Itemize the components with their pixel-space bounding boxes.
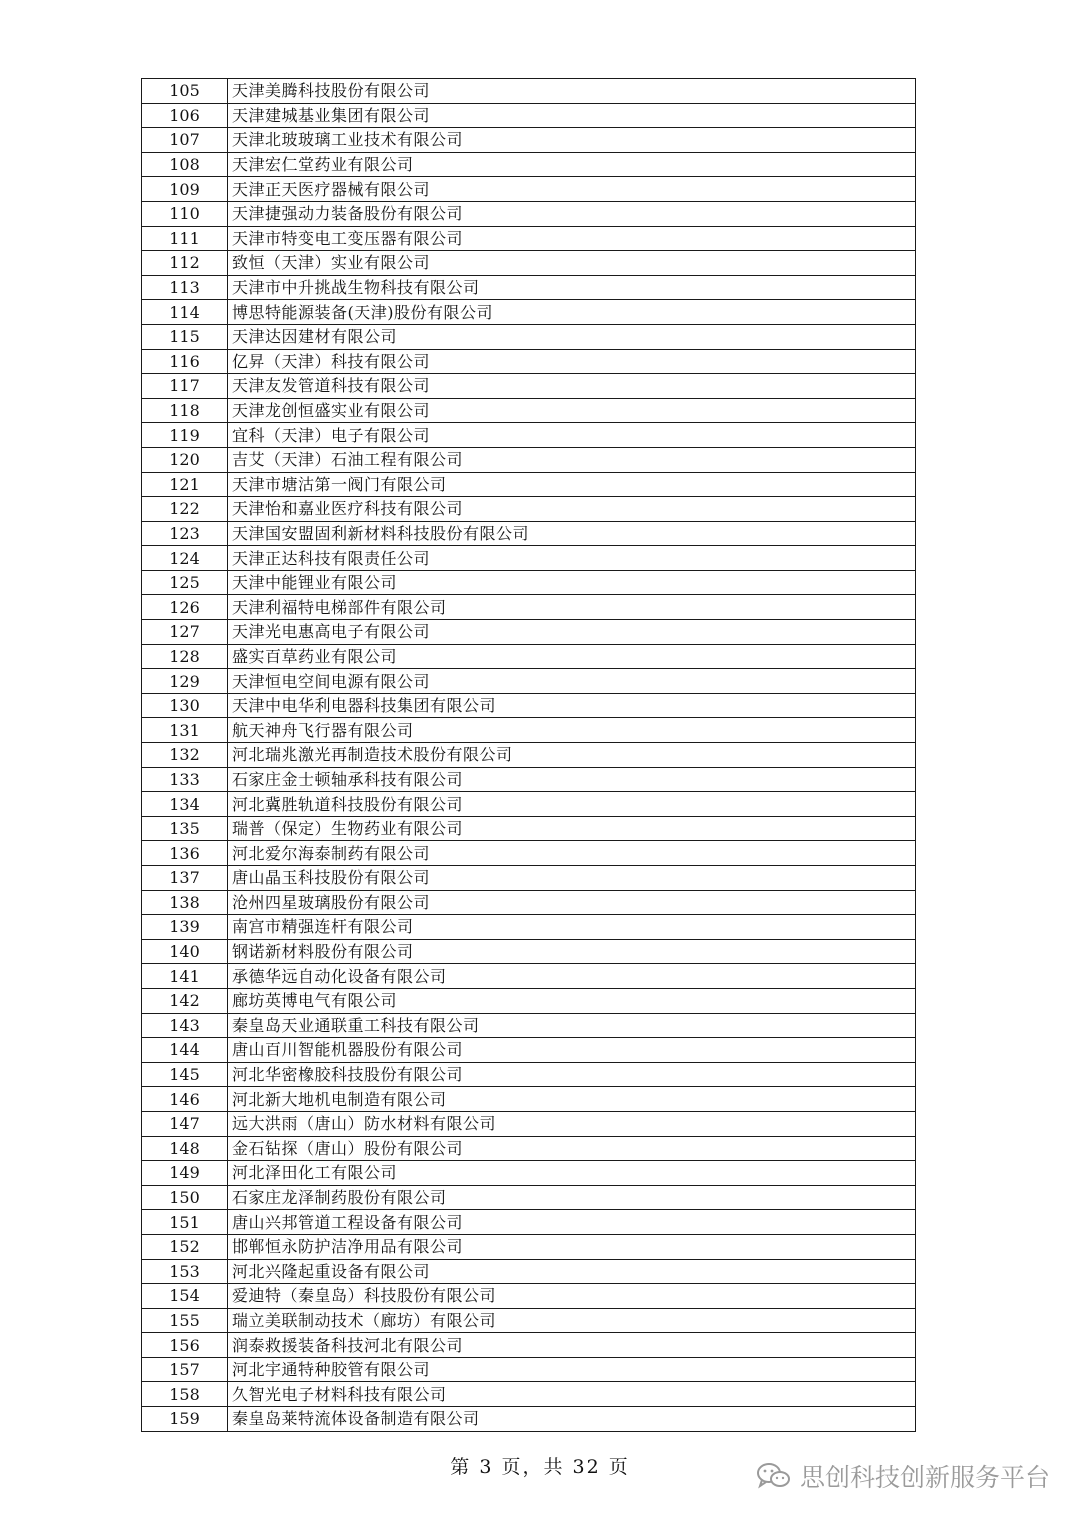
table-row	[142, 324, 916, 349]
row-number: 117	[142, 374, 228, 399]
company-name: 天津光电惠高电子有限公司	[228, 620, 916, 645]
company-name: 天津中能锂业有限公司	[228, 570, 916, 595]
table-row	[142, 1259, 916, 1284]
row-number: 152	[142, 1234, 228, 1259]
table-row	[142, 1136, 916, 1161]
company-name: 河北爱尔海泰制药有限公司	[228, 841, 916, 866]
row-number: 122	[142, 497, 228, 522]
table-row	[142, 79, 916, 104]
company-name: 天津美腾科技股份有限公司	[228, 79, 916, 104]
company-name: 久智光电子材料科技有限公司	[228, 1382, 916, 1407]
row-number: 148	[142, 1136, 228, 1161]
company-name: 致恒（天津）实业有限公司	[228, 251, 916, 276]
table-row	[142, 472, 916, 497]
company-name: 河北瑞兆激光再制造技术股份有限公司	[228, 743, 916, 768]
company-name: 天津龙创恒盛实业有限公司	[228, 398, 916, 423]
row-number: 109	[142, 177, 228, 202]
company-name: 河北宇通特种胶管有限公司	[228, 1357, 916, 1382]
table-row	[142, 1382, 916, 1407]
table-row	[142, 521, 916, 546]
row-number: 128	[142, 644, 228, 669]
company-name: 天津利福特电梯部件有限公司	[228, 595, 916, 620]
company-name: 唐山兴邦管道工程设备有限公司	[228, 1210, 916, 1235]
company-table	[141, 78, 916, 1432]
row-number: 154	[142, 1284, 228, 1309]
company-name: 天津达因建材有限公司	[228, 324, 916, 349]
table-row	[142, 816, 916, 841]
row-number: 115	[142, 324, 228, 349]
table-row	[142, 866, 916, 891]
company-name: 瑞普（保定）生物药业有限公司	[228, 816, 916, 841]
company-name: 天津怡和嘉业医疗科技有限公司	[228, 497, 916, 522]
row-number: 113	[142, 275, 228, 300]
table-row	[142, 275, 916, 300]
company-name: 天津正天医疗器械有限公司	[228, 177, 916, 202]
table-row	[142, 103, 916, 128]
row-number: 146	[142, 1087, 228, 1112]
table-row	[142, 767, 916, 792]
company-name: 瑞立美联制动技术（廊坊）有限公司	[228, 1308, 916, 1333]
table-row	[142, 1284, 916, 1309]
table-row	[142, 128, 916, 153]
company-name: 钢诺新材料股份有限公司	[228, 939, 916, 964]
company-name: 盛实百草药业有限公司	[228, 644, 916, 669]
company-name: 天津中电华利电器科技集团有限公司	[228, 693, 916, 718]
company-name: 宜科（天津）电子有限公司	[228, 423, 916, 448]
table-row	[142, 152, 916, 177]
row-number: 149	[142, 1161, 228, 1186]
company-name: 天津友发管道科技有限公司	[228, 374, 916, 399]
company-name: 河北泽田化工有限公司	[228, 1161, 916, 1186]
company-name: 石家庄龙泽制药股份有限公司	[228, 1185, 916, 1210]
company-name: 秦皇岛莱特流体设备制造有限公司	[228, 1407, 916, 1432]
company-name: 天津捷强动力装备股份有限公司	[228, 201, 916, 226]
row-number: 134	[142, 792, 228, 817]
table-row	[142, 595, 916, 620]
table-row	[142, 1062, 916, 1087]
table-row	[142, 177, 916, 202]
row-number: 144	[142, 1038, 228, 1063]
row-number: 142	[142, 988, 228, 1013]
table-row	[142, 1333, 916, 1358]
row-number: 129	[142, 669, 228, 694]
row-number: 126	[142, 595, 228, 620]
row-number: 143	[142, 1013, 228, 1038]
row-number: 114	[142, 300, 228, 325]
table-row	[142, 1161, 916, 1186]
row-number: 110	[142, 201, 228, 226]
page-footer: 第 3 页，共 32 页	[450, 1456, 630, 1478]
row-number: 121	[142, 472, 228, 497]
row-number: 130	[142, 693, 228, 718]
row-number: 124	[142, 546, 228, 571]
watermark	[756, 1458, 1050, 1494]
table-row	[142, 718, 916, 743]
row-number: 127	[142, 620, 228, 645]
company-name: 河北华密橡胶科技股份有限公司	[228, 1062, 916, 1087]
row-number: 156	[142, 1333, 228, 1358]
table-row	[142, 1357, 916, 1382]
row-number: 139	[142, 915, 228, 940]
row-number: 147	[142, 1111, 228, 1136]
row-number: 112	[142, 251, 228, 276]
table-row	[142, 915, 916, 940]
company-name: 博思特能源装备(天津)股份有限公司	[228, 300, 916, 325]
row-number: 150	[142, 1185, 228, 1210]
company-name: 天津市中升挑战生物科技有限公司	[228, 275, 916, 300]
company-name: 邯郸恒永防护洁净用品有限公司	[228, 1234, 916, 1259]
table-row	[142, 300, 916, 325]
row-number: 140	[142, 939, 228, 964]
row-number: 141	[142, 964, 228, 989]
row-number: 131	[142, 718, 228, 743]
company-table-body	[142, 79, 916, 1432]
table-row	[142, 1407, 916, 1432]
row-number: 136	[142, 841, 228, 866]
table-row	[142, 1038, 916, 1063]
company-name: 河北新大地机电制造有限公司	[228, 1087, 916, 1112]
company-name: 润泰救援装备科技河北有限公司	[228, 1333, 916, 1358]
table-row	[142, 349, 916, 374]
company-name: 航天神舟飞行器有限公司	[228, 718, 916, 743]
row-number: 116	[142, 349, 228, 374]
table-row	[142, 1234, 916, 1259]
row-number: 157	[142, 1357, 228, 1382]
company-name: 河北冀胜轨道科技股份有限公司	[228, 792, 916, 817]
table-row	[142, 201, 916, 226]
row-number: 155	[142, 1308, 228, 1333]
table-row	[142, 1013, 916, 1038]
row-number: 123	[142, 521, 228, 546]
company-name: 唐山百川智能机器股份有限公司	[228, 1038, 916, 1063]
row-number: 105	[142, 79, 228, 104]
row-number: 120	[142, 447, 228, 472]
table-row	[142, 1185, 916, 1210]
row-number: 132	[142, 743, 228, 768]
company-name: 天津宏仁堂药业有限公司	[228, 152, 916, 177]
company-table-container	[141, 78, 915, 1432]
table-row	[142, 792, 916, 817]
table-row	[142, 743, 916, 768]
table-row	[142, 251, 916, 276]
row-number: 145	[142, 1062, 228, 1087]
table-row	[142, 570, 916, 595]
table-row	[142, 693, 916, 718]
table-row	[142, 423, 916, 448]
table-row	[142, 398, 916, 423]
table-row	[142, 497, 916, 522]
row-number: 135	[142, 816, 228, 841]
table-row	[142, 447, 916, 472]
row-number: 133	[142, 767, 228, 792]
company-name: 天津北玻玻璃工业技术有限公司	[228, 128, 916, 153]
company-name: 秦皇岛天业通联重工科技有限公司	[228, 1013, 916, 1038]
company-name: 河北兴隆起重设备有限公司	[228, 1259, 916, 1284]
company-name: 天津建城基业集团有限公司	[228, 103, 916, 128]
table-row	[142, 1111, 916, 1136]
table-row	[142, 620, 916, 645]
table-row	[142, 841, 916, 866]
row-number: 137	[142, 866, 228, 891]
row-number: 158	[142, 1382, 228, 1407]
row-number: 108	[142, 152, 228, 177]
row-number: 151	[142, 1210, 228, 1235]
table-row	[142, 1308, 916, 1333]
company-name: 唐山晶玉科技股份有限公司	[228, 866, 916, 891]
company-name: 承德华远自动化设备有限公司	[228, 964, 916, 989]
row-number: 106	[142, 103, 228, 128]
company-name: 南宫市精强连杆有限公司	[228, 915, 916, 940]
wechat-icon	[756, 1462, 792, 1490]
company-name: 石家庄金士顿轴承科技有限公司	[228, 767, 916, 792]
company-name: 沧州四星玻璃股份有限公司	[228, 890, 916, 915]
table-row	[142, 939, 916, 964]
company-name: 天津市特变电工变压器有限公司	[228, 226, 916, 251]
company-name: 远大洪雨（唐山）防水材料有限公司	[228, 1111, 916, 1136]
company-name: 金石钻探（唐山）股份有限公司	[228, 1136, 916, 1161]
table-row	[142, 1087, 916, 1112]
table-row	[142, 988, 916, 1013]
row-number: 153	[142, 1259, 228, 1284]
table-row	[142, 1210, 916, 1235]
company-name: 廊坊英博电气有限公司	[228, 988, 916, 1013]
table-row	[142, 964, 916, 989]
watermark-text: 思创科技创新服务平台	[799, 1463, 1050, 1492]
table-row	[142, 890, 916, 915]
row-number: 138	[142, 890, 228, 915]
row-number: 125	[142, 570, 228, 595]
table-row	[142, 374, 916, 399]
row-number: 159	[142, 1407, 228, 1432]
table-row	[142, 546, 916, 571]
table-row	[142, 226, 916, 251]
row-number: 111	[142, 226, 228, 251]
row-number: 119	[142, 423, 228, 448]
table-row	[142, 644, 916, 669]
company-name: 爱迪特（秦皇岛）科技股份有限公司	[228, 1284, 916, 1309]
company-name: 天津正达科技有限责任公司	[228, 546, 916, 571]
company-name: 天津国安盟固利新材料科技股份有限公司	[228, 521, 916, 546]
company-name: 天津市塘沽第一阀门有限公司	[228, 472, 916, 497]
row-number: 107	[142, 128, 228, 153]
company-name: 天津恒电空间电源有限公司	[228, 669, 916, 694]
row-number: 118	[142, 398, 228, 423]
table-row	[142, 669, 916, 694]
company-name: 吉艾（天津）石油工程有限公司	[228, 447, 916, 472]
company-name: 亿昇（天津）科技有限公司	[228, 349, 916, 374]
